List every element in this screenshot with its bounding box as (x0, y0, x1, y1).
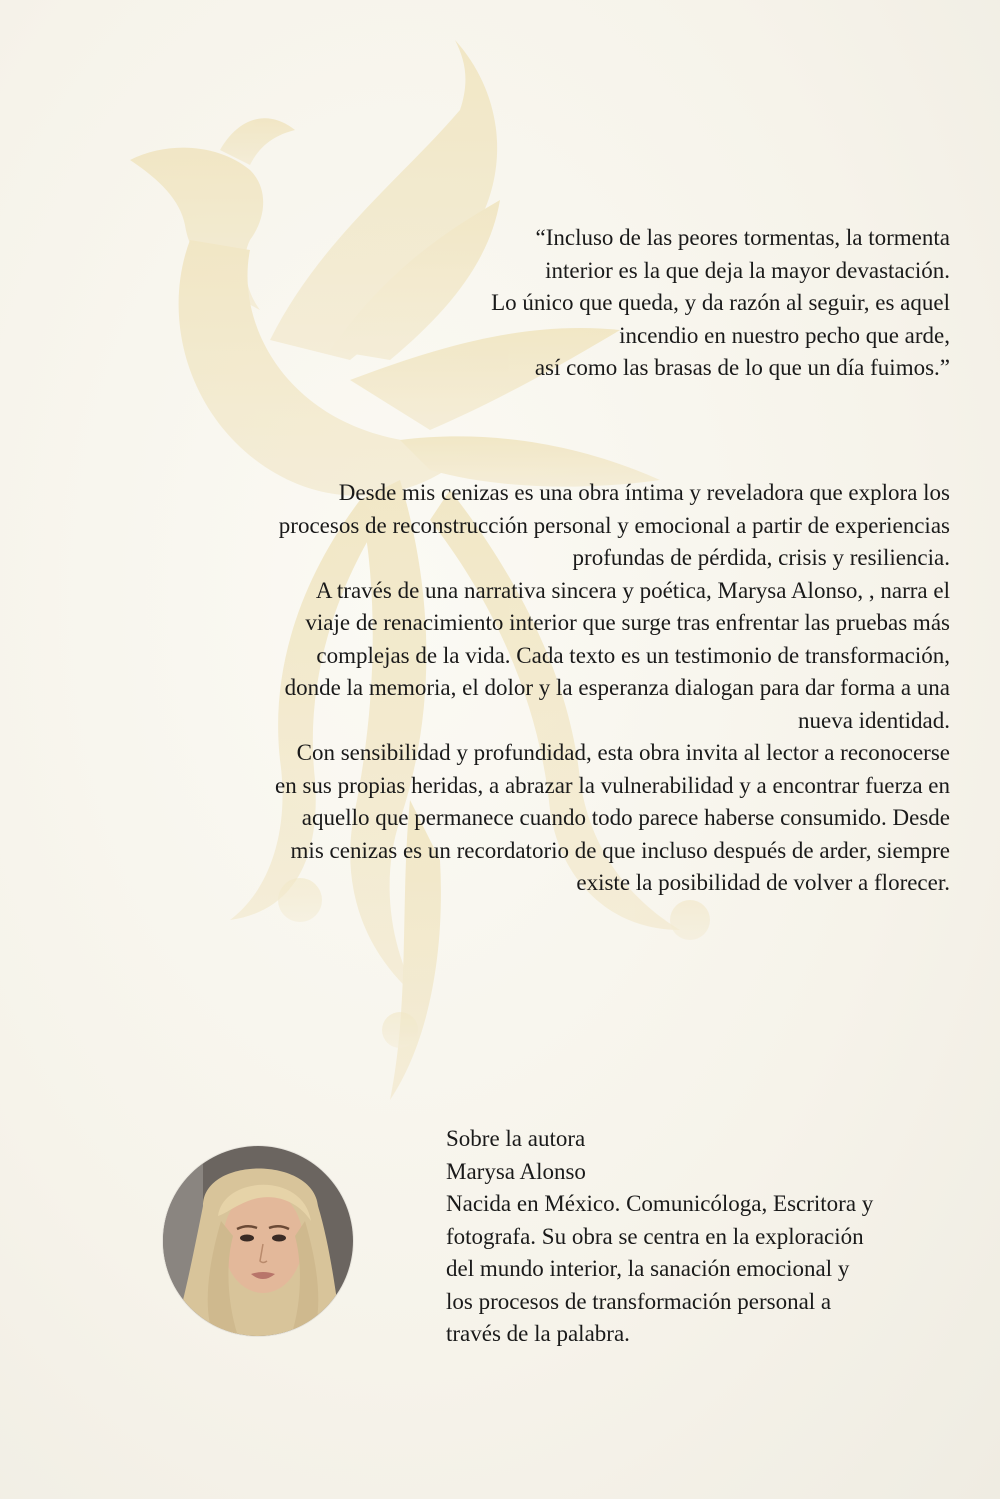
book-synopsis (190, 477, 950, 900)
author-bio-line: través de la palabra. (446, 1321, 630, 1346)
author-bio-line: los procesos de transformación personal a (446, 1288, 832, 1314)
quote-line: así como las brasas de lo que un día fuimos.” (534, 355, 950, 380)
quote-line: Lo único que queda, y da razón al seguir, es aquel (491, 290, 950, 315)
synopsis-line: Con sensibilidad y profundidad, esta obra invita al lector a reconocerse (296, 740, 950, 765)
synopsis-line: aquello que permanece cuando todo parece haberse consumido. Desde (301, 805, 950, 830)
author-name: Marysa Alonso (446, 1158, 586, 1184)
author-section (446, 1123, 946, 1351)
synopsis-line: procesos de reconstrucción personal y emocional a partir de experiencias (278, 512, 950, 538)
epigraph-quote (390, 222, 950, 385)
author-bio-line: Nacida en México. Comunicóloga, Escritora y (446, 1191, 874, 1216)
quote-line: “Incluso de las peores tormentas, la tormenta (535, 225, 950, 250)
synopsis-line: existe la posibilidad de volver a florecer. (576, 870, 950, 895)
synopsis-line: profundas de pérdida, crisis y resiliencia. (572, 545, 950, 570)
synopsis-line: complejas de la vida. Cada texto es un testimonio de transformación, (316, 642, 950, 668)
synopsis-line: nueva identidad. (797, 707, 950, 733)
synopsis-line: A través de una narrativa sincera y poética, Marysa Alonso, , narra el (315, 577, 950, 603)
author-bio-line: del mundo interior, la sanación emocional y (446, 1256, 850, 1281)
synopsis-line: viaje de renacimiento interior que surge tras enfrentar las pruebas más (305, 610, 950, 635)
synopsis-line: en sus propias heridas, a abrazar la vulnerabilidad y a encontrar fuerza en (275, 772, 950, 798)
quote-line: interior es la que deja la mayor devastación. (545, 257, 950, 283)
author-bio-line: fotografa. Su obra se centra en la exploración (446, 1223, 864, 1249)
author-portrait-icon (163, 1146, 353, 1336)
synopsis-line: Desde mis cenizas es una obra íntima y reveladora que explora los (338, 480, 950, 505)
synopsis-line: mis cenizas es un recordatorio de que incluso después de arder, siempre (290, 837, 950, 863)
author-heading: Sobre la autora (446, 1126, 586, 1151)
author-portrait (163, 1146, 353, 1336)
synopsis-line: donde la memoria, el dolor y la esperanza dialogan para dar forma a una (284, 675, 950, 700)
quote-line: incendio en nuestro pecho que arde, (619, 322, 950, 348)
